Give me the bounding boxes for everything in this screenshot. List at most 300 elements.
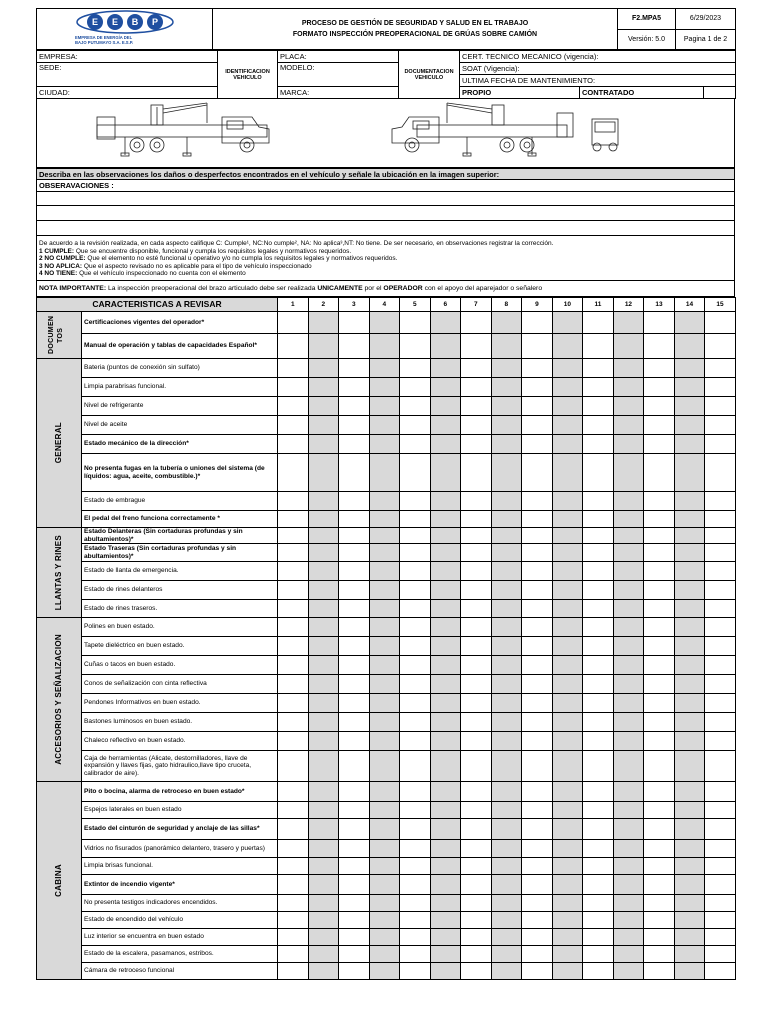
rating-cell-day-3[interactable] bbox=[339, 334, 370, 359]
rating-cell-day-8[interactable] bbox=[491, 963, 522, 980]
rating-cell-day-12[interactable] bbox=[613, 840, 644, 858]
rating-cell-day-4[interactable] bbox=[369, 751, 400, 782]
rating-cell-day-13[interactable] bbox=[644, 819, 675, 840]
rating-cell-day-10[interactable] bbox=[552, 600, 583, 618]
rating-cell-day-8[interactable] bbox=[491, 544, 522, 562]
rating-cell-day-8[interactable] bbox=[491, 492, 522, 511]
rating-cell-day-15[interactable] bbox=[705, 963, 736, 980]
rating-cell-day-8[interactable] bbox=[491, 782, 522, 802]
rating-cell-day-3[interactable] bbox=[339, 946, 370, 963]
rating-cell-day-6[interactable] bbox=[430, 819, 461, 840]
rating-cell-day-9[interactable] bbox=[522, 656, 553, 675]
rating-cell-day-9[interactable] bbox=[522, 454, 553, 492]
rating-cell-day-5[interactable] bbox=[400, 802, 431, 819]
rating-cell-day-8[interactable] bbox=[491, 819, 522, 840]
rating-cell-day-12[interactable] bbox=[613, 334, 644, 359]
rating-cell-day-9[interactable] bbox=[522, 946, 553, 963]
rating-cell-day-2[interactable] bbox=[308, 782, 339, 802]
rating-cell-day-14[interactable] bbox=[674, 858, 705, 875]
rating-cell-day-13[interactable] bbox=[644, 562, 675, 581]
rating-cell-day-9[interactable] bbox=[522, 802, 553, 819]
rating-cell-day-12[interactable] bbox=[613, 416, 644, 435]
rating-cell-day-5[interactable] bbox=[400, 359, 431, 378]
rating-cell-day-5[interactable] bbox=[400, 378, 431, 397]
rating-cell-day-12[interactable] bbox=[613, 713, 644, 732]
rating-cell-day-9[interactable] bbox=[522, 359, 553, 378]
rating-cell-day-2[interactable] bbox=[308, 637, 339, 656]
rating-cell-day-7[interactable] bbox=[461, 802, 492, 819]
rating-cell-day-1[interactable] bbox=[278, 840, 309, 858]
rating-cell-day-14[interactable] bbox=[674, 492, 705, 511]
rating-cell-day-4[interactable] bbox=[369, 544, 400, 562]
rating-cell-day-3[interactable] bbox=[339, 840, 370, 858]
rating-cell-day-13[interactable] bbox=[644, 618, 675, 637]
rating-cell-day-12[interactable] bbox=[613, 875, 644, 895]
rating-cell-day-7[interactable] bbox=[461, 963, 492, 980]
rating-cell-day-8[interactable] bbox=[491, 802, 522, 819]
rating-cell-day-4[interactable] bbox=[369, 618, 400, 637]
rating-cell-day-6[interactable] bbox=[430, 732, 461, 751]
rating-cell-day-7[interactable] bbox=[461, 751, 492, 782]
rating-cell-day-11[interactable] bbox=[583, 435, 614, 454]
rating-cell-day-8[interactable] bbox=[491, 581, 522, 600]
rating-cell-day-12[interactable] bbox=[613, 694, 644, 713]
rating-cell-day-2[interactable] bbox=[308, 511, 339, 528]
rating-cell-day-14[interactable] bbox=[674, 312, 705, 334]
rating-cell-day-1[interactable] bbox=[278, 713, 309, 732]
rating-cell-day-14[interactable] bbox=[674, 912, 705, 929]
modelo-field[interactable]: MODELO: bbox=[278, 63, 399, 87]
rating-cell-day-2[interactable] bbox=[308, 895, 339, 912]
rating-cell-day-2[interactable] bbox=[308, 435, 339, 454]
rating-cell-day-13[interactable] bbox=[644, 782, 675, 802]
rating-cell-day-13[interactable] bbox=[644, 359, 675, 378]
rating-cell-day-1[interactable] bbox=[278, 656, 309, 675]
rating-cell-day-5[interactable] bbox=[400, 858, 431, 875]
rating-cell-day-11[interactable] bbox=[583, 895, 614, 912]
rating-cell-day-3[interactable] bbox=[339, 694, 370, 713]
rating-cell-day-2[interactable] bbox=[308, 751, 339, 782]
rating-cell-day-13[interactable] bbox=[644, 912, 675, 929]
rating-cell-day-7[interactable] bbox=[461, 713, 492, 732]
rating-cell-day-2[interactable] bbox=[308, 397, 339, 416]
rating-cell-day-2[interactable] bbox=[308, 875, 339, 895]
rating-cell-day-12[interactable] bbox=[613, 454, 644, 492]
rating-cell-day-1[interactable] bbox=[278, 912, 309, 929]
rating-cell-day-7[interactable] bbox=[461, 454, 492, 492]
rating-cell-day-9[interactable] bbox=[522, 732, 553, 751]
rating-cell-day-15[interactable] bbox=[705, 912, 736, 929]
rating-cell-day-13[interactable] bbox=[644, 929, 675, 946]
rating-cell-day-4[interactable] bbox=[369, 528, 400, 544]
rating-cell-day-4[interactable] bbox=[369, 802, 400, 819]
rating-cell-day-10[interactable] bbox=[552, 819, 583, 840]
rating-cell-day-14[interactable] bbox=[674, 416, 705, 435]
rating-cell-day-1[interactable] bbox=[278, 378, 309, 397]
rating-cell-day-14[interactable] bbox=[674, 963, 705, 980]
rating-cell-day-3[interactable] bbox=[339, 359, 370, 378]
rating-cell-day-5[interactable] bbox=[400, 397, 431, 416]
rating-cell-day-11[interactable] bbox=[583, 334, 614, 359]
rating-cell-day-5[interactable] bbox=[400, 963, 431, 980]
rating-cell-day-4[interactable] bbox=[369, 946, 400, 963]
rating-cell-day-12[interactable] bbox=[613, 562, 644, 581]
rating-cell-day-2[interactable] bbox=[308, 656, 339, 675]
rating-cell-day-9[interactable] bbox=[522, 819, 553, 840]
rating-cell-day-5[interactable] bbox=[400, 435, 431, 454]
rating-cell-day-6[interactable] bbox=[430, 656, 461, 675]
rating-cell-day-1[interactable] bbox=[278, 875, 309, 895]
rating-cell-day-1[interactable] bbox=[278, 528, 309, 544]
rating-cell-day-11[interactable] bbox=[583, 618, 614, 637]
rating-cell-day-11[interactable] bbox=[583, 929, 614, 946]
rating-cell-day-15[interactable] bbox=[705, 819, 736, 840]
rating-cell-day-14[interactable] bbox=[674, 802, 705, 819]
rating-cell-day-2[interactable] bbox=[308, 694, 339, 713]
rating-cell-day-11[interactable] bbox=[583, 397, 614, 416]
rating-cell-day-4[interactable] bbox=[369, 359, 400, 378]
rating-cell-day-9[interactable] bbox=[522, 637, 553, 656]
rating-cell-day-10[interactable] bbox=[552, 912, 583, 929]
rating-cell-day-1[interactable] bbox=[278, 581, 309, 600]
rating-cell-day-8[interactable] bbox=[491, 600, 522, 618]
rating-cell-day-9[interactable] bbox=[522, 782, 553, 802]
rating-cell-day-6[interactable] bbox=[430, 312, 461, 334]
rating-cell-day-4[interactable] bbox=[369, 732, 400, 751]
rating-cell-day-5[interactable] bbox=[400, 929, 431, 946]
rating-cell-day-1[interactable] bbox=[278, 782, 309, 802]
rating-cell-day-7[interactable] bbox=[461, 694, 492, 713]
rating-cell-day-1[interactable] bbox=[278, 751, 309, 782]
rating-cell-day-3[interactable] bbox=[339, 397, 370, 416]
rating-cell-day-11[interactable] bbox=[583, 840, 614, 858]
rating-cell-day-2[interactable] bbox=[308, 416, 339, 435]
rating-cell-day-7[interactable] bbox=[461, 562, 492, 581]
rating-cell-day-13[interactable] bbox=[644, 454, 675, 492]
sede-field[interactable]: SEDE: bbox=[37, 63, 218, 87]
rating-cell-day-6[interactable] bbox=[430, 435, 461, 454]
rating-cell-day-12[interactable] bbox=[613, 435, 644, 454]
rating-cell-day-11[interactable] bbox=[583, 528, 614, 544]
rating-cell-day-6[interactable] bbox=[430, 511, 461, 528]
rating-cell-day-2[interactable] bbox=[308, 378, 339, 397]
rating-cell-day-5[interactable] bbox=[400, 562, 431, 581]
rating-cell-day-9[interactable] bbox=[522, 511, 553, 528]
rating-cell-day-7[interactable] bbox=[461, 946, 492, 963]
rating-cell-day-3[interactable] bbox=[339, 782, 370, 802]
rating-cell-day-7[interactable] bbox=[461, 637, 492, 656]
rating-cell-day-3[interactable] bbox=[339, 713, 370, 732]
rating-cell-day-7[interactable] bbox=[461, 675, 492, 694]
rating-cell-day-6[interactable] bbox=[430, 397, 461, 416]
rating-cell-day-11[interactable] bbox=[583, 858, 614, 875]
rating-cell-day-4[interactable] bbox=[369, 416, 400, 435]
rating-cell-day-12[interactable] bbox=[613, 528, 644, 544]
rating-cell-day-12[interactable] bbox=[613, 895, 644, 912]
rating-cell-day-7[interactable] bbox=[461, 544, 492, 562]
rating-cell-day-4[interactable] bbox=[369, 454, 400, 492]
rating-cell-day-6[interactable] bbox=[430, 929, 461, 946]
rating-cell-day-4[interactable] bbox=[369, 858, 400, 875]
rating-cell-day-5[interactable] bbox=[400, 656, 431, 675]
rating-cell-day-13[interactable] bbox=[644, 656, 675, 675]
rating-cell-day-11[interactable] bbox=[583, 675, 614, 694]
rating-cell-day-12[interactable] bbox=[613, 929, 644, 946]
rating-cell-day-13[interactable] bbox=[644, 397, 675, 416]
rating-cell-day-3[interactable] bbox=[339, 312, 370, 334]
rating-cell-day-4[interactable] bbox=[369, 397, 400, 416]
rating-cell-day-14[interactable] bbox=[674, 435, 705, 454]
rating-cell-day-4[interactable] bbox=[369, 963, 400, 980]
rating-cell-day-15[interactable] bbox=[705, 732, 736, 751]
rating-cell-day-5[interactable] bbox=[400, 840, 431, 858]
rating-cell-day-8[interactable] bbox=[491, 732, 522, 751]
rating-cell-day-2[interactable] bbox=[308, 312, 339, 334]
rating-cell-day-9[interactable] bbox=[522, 435, 553, 454]
rating-cell-day-8[interactable] bbox=[491, 858, 522, 875]
rating-cell-day-2[interactable] bbox=[308, 732, 339, 751]
rating-cell-day-11[interactable] bbox=[583, 581, 614, 600]
rating-cell-day-6[interactable] bbox=[430, 963, 461, 980]
rating-cell-day-5[interactable] bbox=[400, 618, 431, 637]
rating-cell-day-10[interactable] bbox=[552, 946, 583, 963]
rating-cell-day-6[interactable] bbox=[430, 581, 461, 600]
rating-cell-day-9[interactable] bbox=[522, 334, 553, 359]
rating-cell-day-15[interactable] bbox=[705, 713, 736, 732]
rating-cell-day-4[interactable] bbox=[369, 875, 400, 895]
rating-cell-day-1[interactable] bbox=[278, 946, 309, 963]
rating-cell-day-6[interactable] bbox=[430, 600, 461, 618]
rating-cell-day-13[interactable] bbox=[644, 528, 675, 544]
rating-cell-day-1[interactable] bbox=[278, 544, 309, 562]
rating-cell-day-6[interactable] bbox=[430, 618, 461, 637]
rating-cell-day-2[interactable] bbox=[308, 929, 339, 946]
rating-cell-day-8[interactable] bbox=[491, 656, 522, 675]
rating-cell-day-15[interactable] bbox=[705, 435, 736, 454]
rating-cell-day-1[interactable] bbox=[278, 492, 309, 511]
rating-cell-day-7[interactable] bbox=[461, 397, 492, 416]
rating-cell-day-2[interactable] bbox=[308, 544, 339, 562]
rating-cell-day-13[interactable] bbox=[644, 858, 675, 875]
rating-cell-day-12[interactable] bbox=[613, 397, 644, 416]
rating-cell-day-9[interactable] bbox=[522, 929, 553, 946]
rating-cell-day-4[interactable] bbox=[369, 840, 400, 858]
rating-cell-day-4[interactable] bbox=[369, 492, 400, 511]
ultima-fecha-field[interactable]: ULTIMA FECHA DE MANTENIMIENTO: bbox=[460, 75, 736, 87]
rating-cell-day-8[interactable] bbox=[491, 435, 522, 454]
rating-cell-day-10[interactable] bbox=[552, 963, 583, 980]
rating-cell-day-7[interactable] bbox=[461, 511, 492, 528]
rating-cell-day-5[interactable] bbox=[400, 912, 431, 929]
rating-cell-day-6[interactable] bbox=[430, 802, 461, 819]
rating-cell-day-4[interactable] bbox=[369, 600, 400, 618]
rating-cell-day-11[interactable] bbox=[583, 312, 614, 334]
rating-cell-day-15[interactable] bbox=[705, 334, 736, 359]
rating-cell-day-11[interactable] bbox=[583, 454, 614, 492]
rating-cell-day-3[interactable] bbox=[339, 963, 370, 980]
rating-cell-day-11[interactable] bbox=[583, 492, 614, 511]
rating-cell-day-8[interactable] bbox=[491, 751, 522, 782]
rating-cell-day-7[interactable] bbox=[461, 378, 492, 397]
rating-cell-day-12[interactable] bbox=[613, 359, 644, 378]
rating-cell-day-14[interactable] bbox=[674, 528, 705, 544]
rating-cell-day-1[interactable] bbox=[278, 858, 309, 875]
rating-cell-day-5[interactable] bbox=[400, 454, 431, 492]
rating-cell-day-11[interactable] bbox=[583, 802, 614, 819]
rating-cell-day-15[interactable] bbox=[705, 895, 736, 912]
rating-cell-day-4[interactable] bbox=[369, 675, 400, 694]
rating-cell-day-11[interactable] bbox=[583, 963, 614, 980]
rating-cell-day-6[interactable] bbox=[430, 454, 461, 492]
rating-cell-day-3[interactable] bbox=[339, 492, 370, 511]
rating-cell-day-4[interactable] bbox=[369, 435, 400, 454]
observation-line-2[interactable] bbox=[37, 206, 735, 221]
rating-cell-day-10[interactable] bbox=[552, 528, 583, 544]
rating-cell-day-13[interactable] bbox=[644, 675, 675, 694]
rating-cell-day-11[interactable] bbox=[583, 875, 614, 895]
rating-cell-day-2[interactable] bbox=[308, 492, 339, 511]
rating-cell-day-1[interactable] bbox=[278, 929, 309, 946]
rating-cell-day-2[interactable] bbox=[308, 946, 339, 963]
rating-cell-day-7[interactable] bbox=[461, 875, 492, 895]
rating-cell-day-8[interactable] bbox=[491, 694, 522, 713]
rating-cell-day-9[interactable] bbox=[522, 694, 553, 713]
rating-cell-day-7[interactable] bbox=[461, 819, 492, 840]
soat-field[interactable]: SOAT (Vigencia): bbox=[460, 63, 736, 75]
rating-cell-day-12[interactable] bbox=[613, 782, 644, 802]
rating-cell-day-5[interactable] bbox=[400, 895, 431, 912]
rating-cell-day-11[interactable] bbox=[583, 912, 614, 929]
rating-cell-day-3[interactable] bbox=[339, 875, 370, 895]
rating-cell-day-2[interactable] bbox=[308, 963, 339, 980]
rating-cell-day-8[interactable] bbox=[491, 334, 522, 359]
rating-cell-day-8[interactable] bbox=[491, 840, 522, 858]
rating-cell-day-5[interactable] bbox=[400, 581, 431, 600]
rating-cell-day-1[interactable] bbox=[278, 511, 309, 528]
rating-cell-day-4[interactable] bbox=[369, 312, 400, 334]
rating-cell-day-14[interactable] bbox=[674, 454, 705, 492]
rating-cell-day-15[interactable] bbox=[705, 511, 736, 528]
rating-cell-day-14[interactable] bbox=[674, 600, 705, 618]
observation-line-3[interactable] bbox=[37, 221, 735, 236]
rating-cell-day-10[interactable] bbox=[552, 416, 583, 435]
rating-cell-day-9[interactable] bbox=[522, 544, 553, 562]
rating-cell-day-15[interactable] bbox=[705, 416, 736, 435]
rating-cell-day-3[interactable] bbox=[339, 435, 370, 454]
rating-cell-day-12[interactable] bbox=[613, 378, 644, 397]
rating-cell-day-5[interactable] bbox=[400, 416, 431, 435]
rating-cell-day-2[interactable] bbox=[308, 600, 339, 618]
rating-cell-day-10[interactable] bbox=[552, 694, 583, 713]
rating-cell-day-5[interactable] bbox=[400, 511, 431, 528]
rating-cell-day-5[interactable] bbox=[400, 528, 431, 544]
rating-cell-day-2[interactable] bbox=[308, 858, 339, 875]
rating-cell-day-3[interactable] bbox=[339, 675, 370, 694]
rating-cell-day-10[interactable] bbox=[552, 858, 583, 875]
rating-cell-day-13[interactable] bbox=[644, 713, 675, 732]
rating-cell-day-3[interactable] bbox=[339, 511, 370, 528]
rating-cell-day-7[interactable] bbox=[461, 312, 492, 334]
rating-cell-day-9[interactable] bbox=[522, 416, 553, 435]
rating-cell-day-10[interactable] bbox=[552, 895, 583, 912]
rating-cell-day-11[interactable] bbox=[583, 416, 614, 435]
rating-cell-day-13[interactable] bbox=[644, 963, 675, 980]
rating-cell-day-10[interactable] bbox=[552, 751, 583, 782]
rating-cell-day-3[interactable] bbox=[339, 802, 370, 819]
rating-cell-day-4[interactable] bbox=[369, 562, 400, 581]
rating-cell-day-14[interactable] bbox=[674, 359, 705, 378]
rating-cell-day-14[interactable] bbox=[674, 751, 705, 782]
rating-cell-day-10[interactable] bbox=[552, 511, 583, 528]
rating-cell-day-13[interactable] bbox=[644, 732, 675, 751]
rating-cell-day-11[interactable] bbox=[583, 946, 614, 963]
rating-cell-day-13[interactable] bbox=[644, 435, 675, 454]
rating-cell-day-9[interactable] bbox=[522, 963, 553, 980]
rating-cell-day-9[interactable] bbox=[522, 562, 553, 581]
rating-cell-day-7[interactable] bbox=[461, 581, 492, 600]
rating-cell-day-12[interactable] bbox=[613, 618, 644, 637]
rating-cell-day-3[interactable] bbox=[339, 858, 370, 875]
rating-cell-day-12[interactable] bbox=[613, 675, 644, 694]
rating-cell-day-5[interactable] bbox=[400, 819, 431, 840]
rating-cell-day-8[interactable] bbox=[491, 397, 522, 416]
rating-cell-day-4[interactable] bbox=[369, 819, 400, 840]
rating-cell-day-15[interactable] bbox=[705, 562, 736, 581]
rating-cell-day-1[interactable] bbox=[278, 334, 309, 359]
rating-cell-day-14[interactable] bbox=[674, 694, 705, 713]
rating-cell-day-3[interactable] bbox=[339, 656, 370, 675]
rating-cell-day-13[interactable] bbox=[644, 751, 675, 782]
rating-cell-day-14[interactable] bbox=[674, 946, 705, 963]
rating-cell-day-6[interactable] bbox=[430, 359, 461, 378]
rating-cell-day-7[interactable] bbox=[461, 895, 492, 912]
rating-cell-day-8[interactable] bbox=[491, 359, 522, 378]
rating-cell-day-15[interactable] bbox=[705, 875, 736, 895]
rating-cell-day-10[interactable] bbox=[552, 544, 583, 562]
rating-cell-day-10[interactable] bbox=[552, 840, 583, 858]
rating-cell-day-14[interactable] bbox=[674, 732, 705, 751]
rating-cell-day-2[interactable] bbox=[308, 581, 339, 600]
rating-cell-day-14[interactable] bbox=[674, 637, 705, 656]
rating-cell-day-15[interactable] bbox=[705, 694, 736, 713]
rating-cell-day-10[interactable] bbox=[552, 359, 583, 378]
rating-cell-day-12[interactable] bbox=[613, 858, 644, 875]
rating-cell-day-12[interactable] bbox=[613, 600, 644, 618]
rating-cell-day-6[interactable] bbox=[430, 895, 461, 912]
rating-cell-day-9[interactable] bbox=[522, 713, 553, 732]
rating-cell-day-12[interactable] bbox=[613, 492, 644, 511]
rating-cell-day-13[interactable] bbox=[644, 334, 675, 359]
rating-cell-day-9[interactable] bbox=[522, 858, 553, 875]
rating-cell-day-2[interactable] bbox=[308, 802, 339, 819]
rating-cell-day-9[interactable] bbox=[522, 312, 553, 334]
rating-cell-day-6[interactable] bbox=[430, 782, 461, 802]
rating-cell-day-11[interactable] bbox=[583, 637, 614, 656]
rating-cell-day-4[interactable] bbox=[369, 656, 400, 675]
rating-cell-day-5[interactable] bbox=[400, 544, 431, 562]
rating-cell-day-6[interactable] bbox=[430, 675, 461, 694]
rating-cell-day-1[interactable] bbox=[278, 637, 309, 656]
rating-cell-day-10[interactable] bbox=[552, 618, 583, 637]
rating-cell-day-1[interactable] bbox=[278, 819, 309, 840]
rating-cell-day-1[interactable] bbox=[278, 732, 309, 751]
rating-cell-day-1[interactable] bbox=[278, 600, 309, 618]
rating-cell-day-3[interactable] bbox=[339, 544, 370, 562]
rating-cell-day-2[interactable] bbox=[308, 528, 339, 544]
rating-cell-day-10[interactable] bbox=[552, 312, 583, 334]
rating-cell-day-2[interactable] bbox=[308, 562, 339, 581]
rating-cell-day-12[interactable] bbox=[613, 656, 644, 675]
